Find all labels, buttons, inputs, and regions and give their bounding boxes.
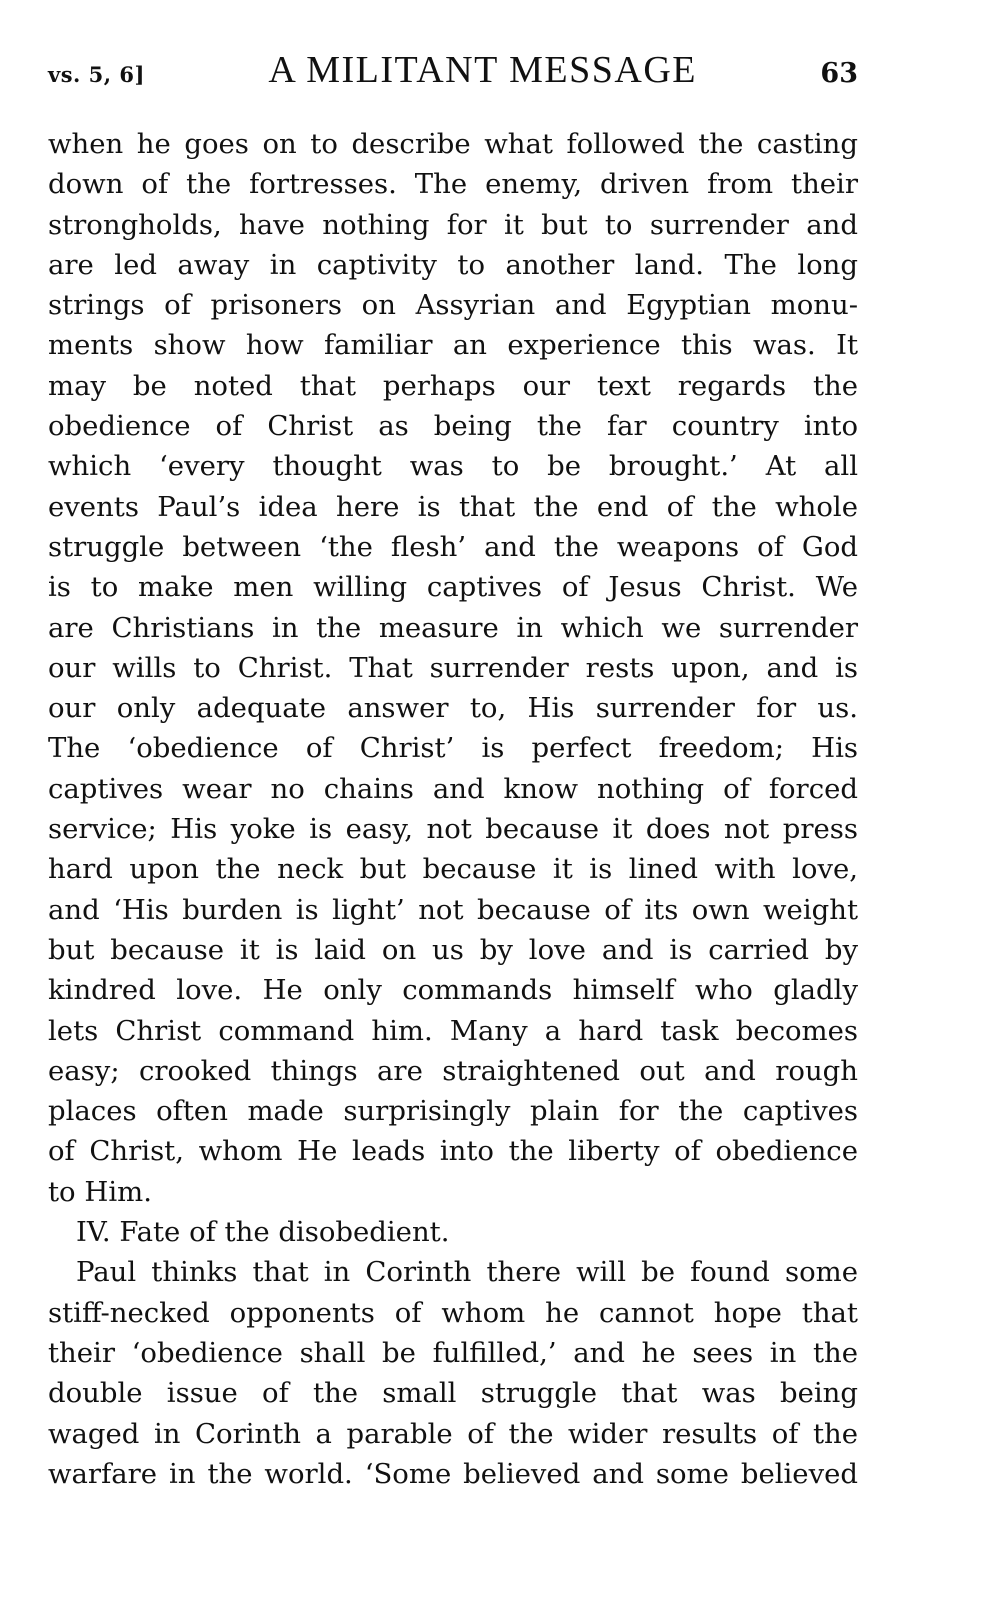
text-line: when he goes on to describe what followed the casting: [48, 128, 858, 160]
running-header: [48, 48, 858, 100]
text-line: kindred love. He only commands himself who gladly: [48, 974, 858, 1007]
text-line: may be noted that perhaps our text regards the: [48, 369, 858, 402]
book-page: [48, 48, 858, 1494]
text-line: struggle between ‘the flesh’ and the weapons of God: [48, 530, 858, 563]
section-heading: IV. Fate of the disobedient.: [76, 1216, 450, 1249]
text-line: captives wear no chains and know nothing of forced: [48, 772, 858, 805]
text-line: and ‘His burden is light’ not because of its own weight: [48, 893, 858, 926]
text-line: strongholds, have nothing for it but to surrender and: [48, 208, 858, 241]
page-number: 63: [820, 58, 858, 89]
text-line: our wills to Christ. That surrender rests upon, and is: [48, 651, 858, 684]
text-line: are Christians in the measure in which we surrender: [48, 611, 858, 644]
text-line: their ‘obedience shall be fulfilled,’ and he sees in the: [48, 1336, 858, 1369]
text-line: our only adequate answer to, His surrender for us.: [48, 692, 858, 725]
running-title: A MILITANT MESSAGE: [268, 49, 697, 91]
paragraph-1: [48, 124, 858, 1212]
text-line: stiff-necked opponents of whom he cannot hope that: [48, 1296, 858, 1329]
text-line: Paul thinks that in Corinth there will be found some: [76, 1256, 858, 1289]
text-line: ments show how familiar an experience this was. It: [48, 329, 858, 362]
text-line: down of the fortresses. The enemy, driven from their: [48, 168, 858, 201]
text-line: strings of prisoners on Assyrian and Egyptian monu-: [48, 289, 858, 322]
text-line: are led away in captivity to another land. The long: [48, 248, 858, 281]
text-line: service; His yoke is easy, not because it does not press: [48, 813, 858, 846]
text-line: events Paul’s idea here is that the end of the whole: [48, 490, 858, 523]
paragraph-2: [48, 1252, 858, 1494]
text-line: easy; crooked things are straightened out and rough: [48, 1054, 858, 1087]
body-text: [48, 124, 858, 1494]
text-line: lets Christ command him. Many a hard task becomes: [48, 1014, 858, 1047]
text-line: places often made surprisingly plain for the captives: [48, 1095, 858, 1128]
text-line: waged in Corinth a parable of the wider results of the: [48, 1417, 858, 1450]
text-line: warfare in the world. ‘Some believed and some believed: [48, 1457, 858, 1490]
text-line: which ‘every thought was to be brought.’ At all: [48, 450, 858, 483]
text-line: is to make men willing captives of Jesus Christ. We: [48, 571, 858, 604]
text-line: of Christ, whom He leads into the liberty of obedience: [48, 1135, 858, 1168]
verse-reference: vs. 5, 6]: [48, 62, 145, 87]
text-line: to Him.: [48, 1175, 152, 1208]
text-line: but because it is laid on us by love and is carried by: [48, 933, 858, 966]
text-line: hard upon the neck but because it is lined with love,: [48, 853, 858, 886]
text-line: obedience of Christ as being the far country into: [48, 410, 858, 443]
text-line: double issue of the small struggle that was being: [48, 1377, 858, 1410]
text-line: The ‘obedience of Christ’ is perfect freedom; His: [48, 732, 858, 765]
